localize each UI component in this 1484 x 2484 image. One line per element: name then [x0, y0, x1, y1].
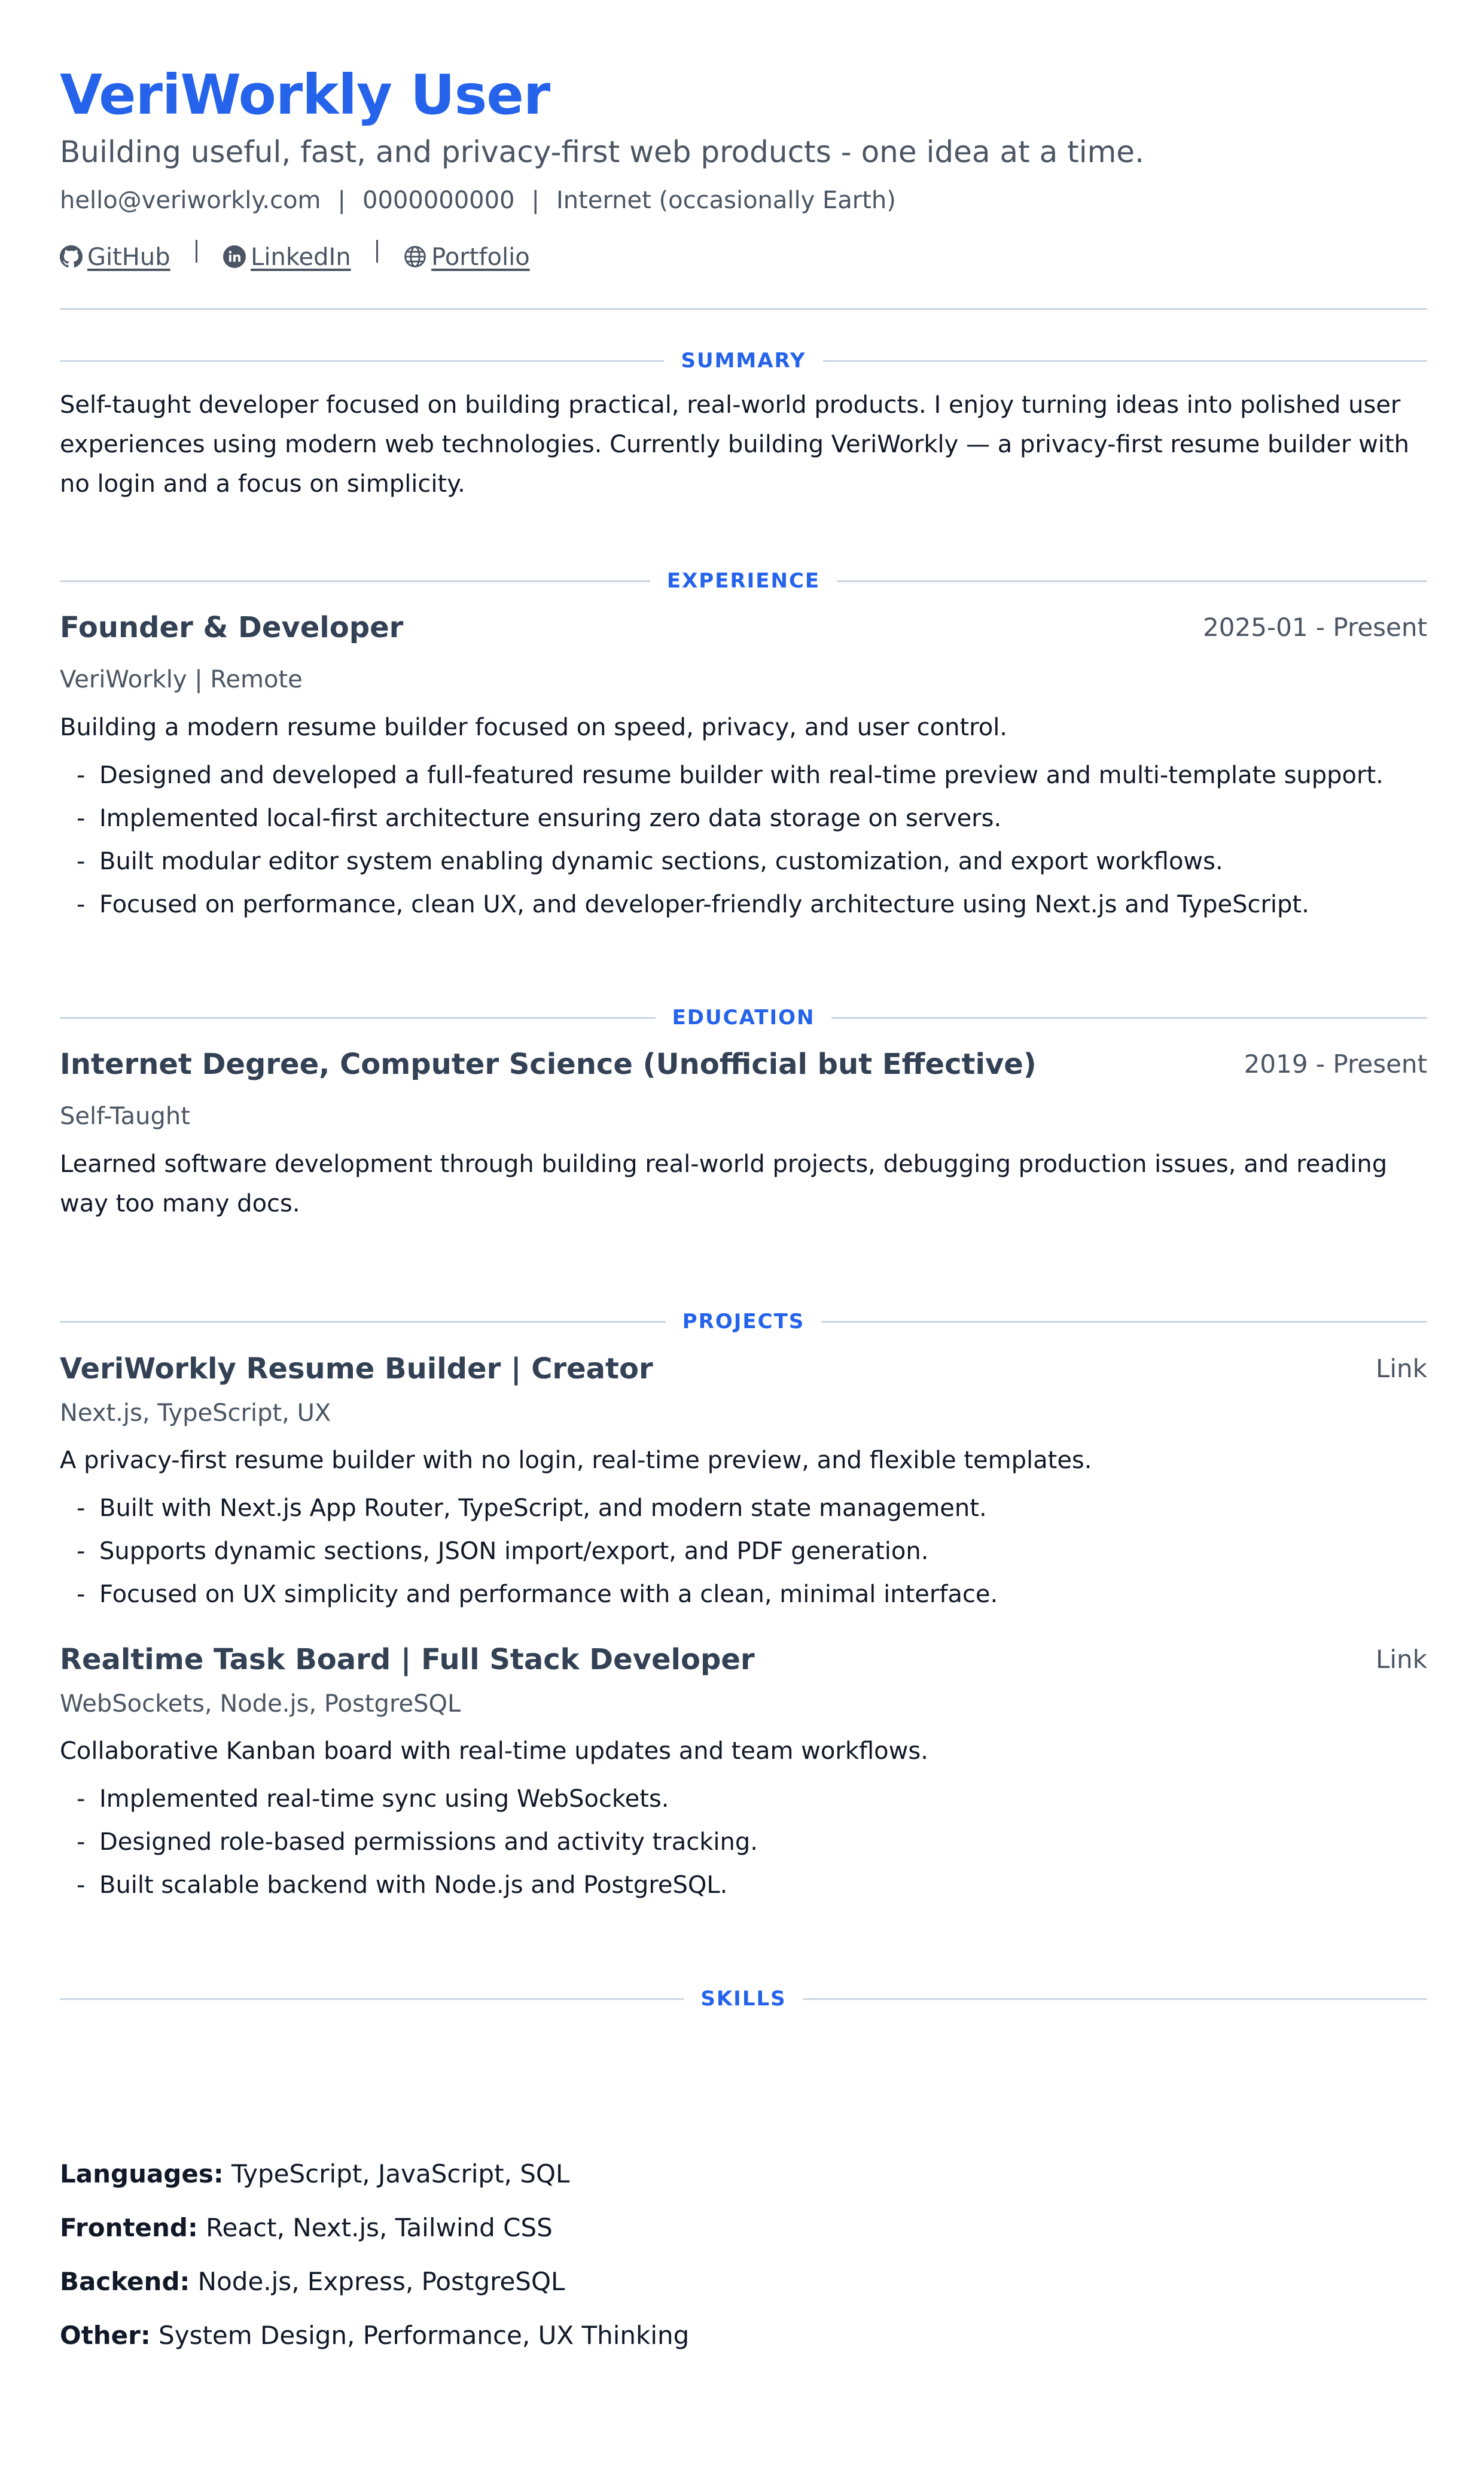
bullet-text: Built scalable backend with Node.js and PostgreSQL.: [99, 1871, 728, 1899]
skill-value: React, Next.js, Tailwind CSS: [206, 2213, 553, 2242]
globe-icon: [404, 243, 426, 266]
link-divider: [196, 240, 197, 263]
link-linkedin-label[interactable]: LinkedIn: [251, 243, 351, 271]
skill-label: Frontend:: [60, 2213, 198, 2242]
bullet-text: Implemented local-first architecture ensuring zero data storage on servers.: [99, 805, 1002, 832]
list-item: [77, 1864, 1427, 1907]
bullet-marker: -: [77, 1581, 86, 1608]
github-icon: [60, 243, 83, 266]
heading-rule: [803, 1998, 1427, 2000]
heading-rule: [60, 580, 650, 582]
project-tech: WebSockets, Node.js, PostgreSQL: [60, 1690, 461, 1718]
skill-row-frontend: [60, 2210, 553, 2246]
section-heading-skills: [60, 1984, 1427, 2014]
bullet-text: Designed and developed a full-featured resume builder with real-time preview and multi-template support.: [99, 762, 1384, 789]
section-title: EXPERIENCE: [666, 569, 821, 593]
skill-row-backend: [60, 2264, 565, 2300]
candidate-tagline: Building useful, fast, and privacy-first web products - one idea at a time.: [60, 135, 1144, 169]
skill-label: Other:: [60, 2321, 151, 2350]
experience-description: Building a modern resume builder focused on speed, privacy, and user control.: [60, 714, 1008, 741]
bullet-marker: -: [77, 1785, 86, 1813]
skill-row-other: [60, 2318, 689, 2354]
heading-rule: [60, 1321, 666, 1323]
skill-value: System Design, Performance, UX Thinking: [159, 2321, 690, 2350]
list-item: [77, 840, 1427, 883]
project-title: Realtime Task Board | Full Stack Developer: [60, 1643, 755, 1676]
link-github[interactable]: [60, 242, 178, 270]
summary-text: Self-taught developer focused on building practical, real-world products. I enjoy turning ideas into polished user experiences using modern web technologies. Currently building VeriWorkly — a privacy-first resume builder with no login and a focus on simplicity.: [60, 391, 1409, 498]
contact-separator: |: [337, 187, 346, 214]
experience-bullets: [77, 754, 1427, 926]
bullet-text: Built with Next.js App Router, TypeScript, and modern state management.: [99, 1494, 987, 1522]
section-title: SUMMARY: [681, 349, 806, 373]
heading-rule: [831, 1017, 1427, 1019]
candidate-name: VeriWorkly User: [60, 63, 550, 127]
experience-date: 2025-01 - Present: [1203, 613, 1427, 642]
section-heading-experience: [60, 566, 1427, 596]
contact-phone[interactable]: 0000000000: [362, 187, 515, 214]
education-description: Learned software development through building real-world projects, debugging production issues, and reading way too many docs.: [60, 1150, 1388, 1217]
project-description: Collaborative Kanban board with real-time updates and team workflows.: [60, 1737, 928, 1765]
link-divider: [376, 240, 378, 263]
bullet-marker: -: [77, 891, 86, 918]
bullet-marker: -: [77, 762, 86, 789]
link-linkedin[interactable]: [215, 242, 358, 270]
list-item: [77, 883, 1427, 926]
bullet-text: Built modular editor system enabling dynamic sections, customization, and export workflows.: [99, 848, 1223, 875]
bullet-text: Focused on performance, clean UX, and developer-friendly architecture using Next.js and TypeScript.: [99, 891, 1309, 918]
heading-rule: [60, 1017, 656, 1019]
list-item: [77, 1530, 1427, 1573]
list-item: [77, 754, 1427, 797]
project-tech: Next.js, TypeScript, UX: [60, 1399, 331, 1427]
contact-location: Internet (occasionally Earth): [556, 187, 896, 214]
profile-links: [60, 239, 530, 274]
section-title: PROJECTS: [682, 1310, 805, 1334]
list-item: [77, 797, 1427, 840]
link-github-label[interactable]: GitHub: [87, 243, 170, 271]
list-item: [77, 1573, 1427, 1616]
linkedin-icon: [223, 243, 246, 266]
bullet-marker: -: [77, 1538, 86, 1565]
link-portfolio[interactable]: [396, 242, 529, 270]
contact-line: [60, 184, 896, 217]
skill-row-languages: [60, 2156, 569, 2192]
education-date: 2019 - Present: [1244, 1049, 1427, 1079]
experience-title: Founder & Developer: [60, 611, 404, 644]
heading-rule: [60, 360, 664, 362]
section-heading-education: [60, 1003, 1427, 1033]
contact-separator: |: [531, 187, 540, 214]
bullet-marker: -: [77, 1494, 86, 1522]
section-title: SKILLS: [700, 1987, 787, 2011]
heading-rule: [837, 580, 1427, 582]
project-link[interactable]: Link: [1375, 1354, 1427, 1383]
skill-label: Backend:: [60, 2267, 190, 2296]
heading-rule: [821, 1321, 1427, 1323]
project-bullets: [77, 1487, 1427, 1616]
experience-subtitle: VeriWorkly | Remote: [60, 666, 303, 693]
project-link[interactable]: Link: [1375, 1645, 1427, 1674]
bullet-text: Focused on UX simplicity and performance with a clean, minimal interface.: [99, 1581, 998, 1608]
header-divider: [60, 308, 1427, 310]
skill-label: Languages:: [60, 2159, 224, 2188]
bullet-text: Supports dynamic sections, JSON import/export, and PDF generation.: [99, 1538, 929, 1565]
skill-value: Node.js, Express, PostgreSQL: [197, 2267, 565, 2296]
project-description: A privacy-first resume builder with no login, real-time preview, and flexible templates.: [60, 1447, 1092, 1474]
link-portfolio-label[interactable]: Portfolio: [431, 243, 530, 271]
list-item: [77, 1821, 1427, 1864]
project-bullets: [77, 1777, 1427, 1907]
list-item: [77, 1487, 1427, 1530]
bullet-text: Implemented real-time sync using WebSockets.: [99, 1785, 669, 1813]
bullet-marker: -: [77, 805, 86, 832]
project-title: VeriWorkly Resume Builder | Creator: [60, 1352, 653, 1386]
heading-rule: [60, 1998, 684, 2000]
section-title: EDUCATION: [672, 1006, 815, 1030]
education-title: Internet Degree, Computer Science (Unofficial but Effective): [60, 1048, 1037, 1081]
bullet-marker: -: [77, 1828, 86, 1856]
education-subtitle: Self-Taught: [60, 1103, 190, 1130]
bullet-text: Designed role-based permissions and activity tracking.: [99, 1828, 758, 1856]
bullet-marker: -: [77, 848, 86, 875]
skill-value: TypeScript, JavaScript, SQL: [231, 2159, 570, 2188]
bullet-marker: -: [77, 1871, 86, 1899]
heading-rule: [823, 360, 1427, 362]
list-item: [77, 1777, 1427, 1821]
section-heading-projects: [60, 1307, 1427, 1337]
contact-email[interactable]: hello@veriworkly.com: [60, 187, 321, 214]
section-heading-summary: [60, 346, 1427, 376]
